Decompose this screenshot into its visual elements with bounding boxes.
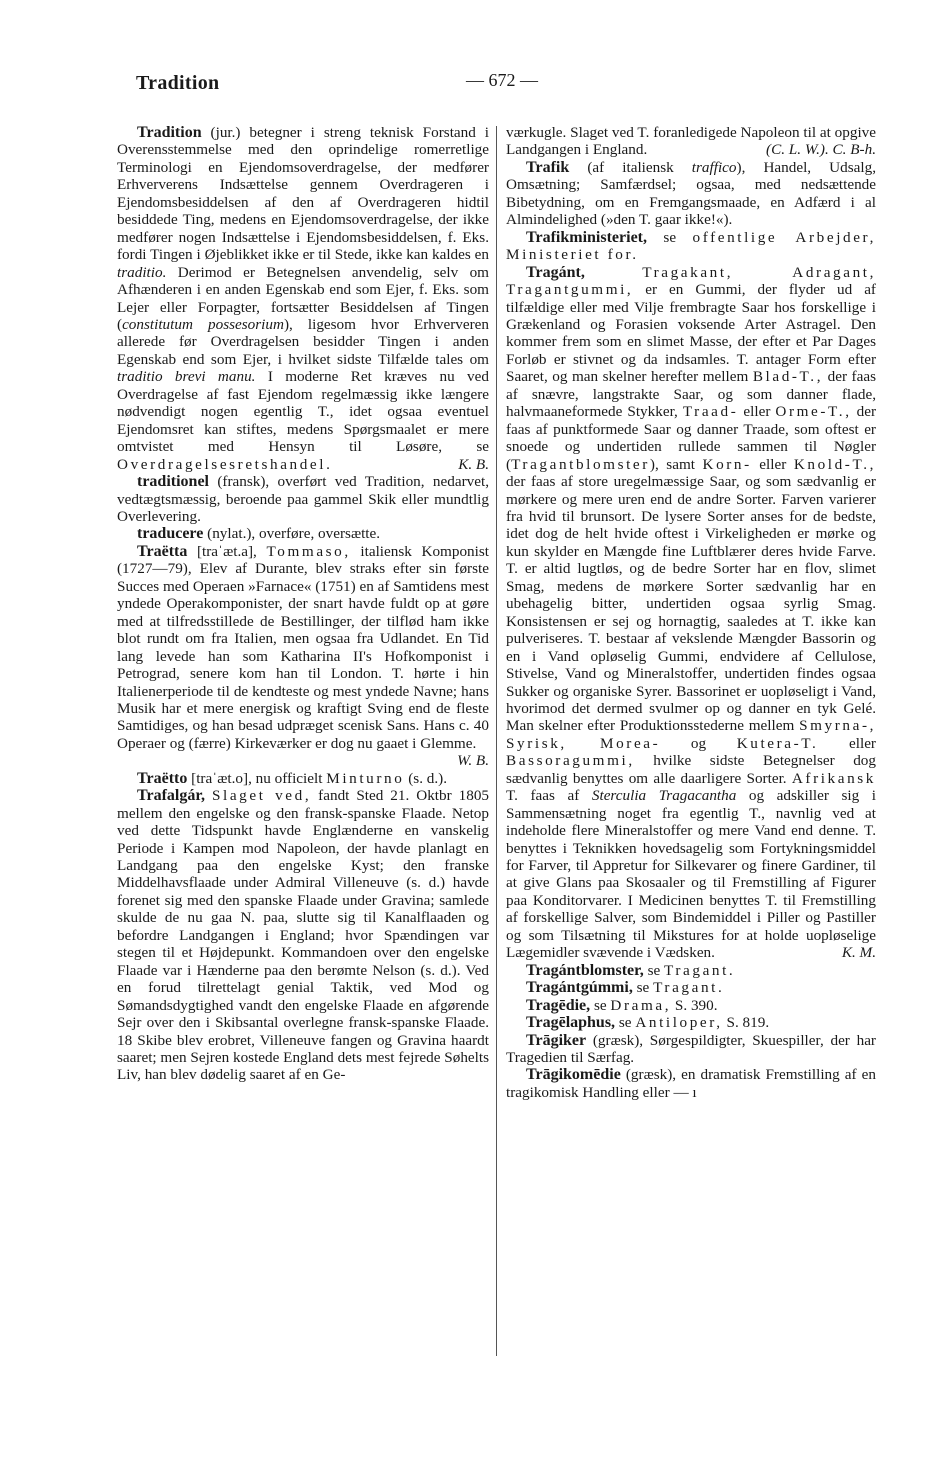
entry-tragedie: Tragēdie, se Drama, S. 390. (526, 996, 718, 1014)
entry-tragant: Tragánt, Tragakant, Adragant, Tragantgummi, er en Gummi, der flyder ud af tilfældige eller med Vilje frembragte Saar hos forskellige i Grækenland og Forasien voksende Arter Astragel. Den kommer frem som en slimet Masse, der efter et Par Dages Forløb er stivnet og da indsamles. T. antager Form efter Saaret, og man skelner herefter mellem Blad-T., der faas af snævre, langstrakte Saar, og som danner flade, halvmaaneformede Stykker, Traad- eller Orme-T., der faas af punktformede Saar og danner Traade, som oftest er snoede og undertiden rullede sammen til Nøgler (Tragantblomster), samt Korn- eller Knold-T., der faas af store uregelmæssige Saar, og som sædvanlig er mørkere og mere uren end de andre Sorter. Farven varierer fra hvid til brunsort. De lysere Sorter anses for de bedste, idet dog de helt hvide oftest i Virkeligheden er mørke og kun skylder en Mængde fine Luftblærer deres hvide Farve. T. er altid lugtløs, og de bedre Sorter har en flov, slimet Smag, medens de mørkere Sorter sædvanlig har en ubehagelig bitter, undertiden ogsaa syrlig Smag. Konsistensen er sej og hornagtig, saaledes at T. ikke kan pulveriseres. T. bestaar af vekslende Mængder Bassorin og en i Vand opløselig Gummi, endvidere af Cellulose, Stivelse, Vand og Mineralstoffer, undertiden findes ogsaa Sukker og organiske Syrer. Bassorinet er uopløseligt i Vand, hvorimod det dermed svulmer op og danner en tyk Gelé. Man skelner efter Produktionsstederne mellem Smyrna-, Syrisk, Morea- og Kutera-T. eller Bassoragummi, hvilke sidste Betegnelser dog sædvanlig benyttes om alle daarligere Sorter. Afrikansk T. faas af Sterculia Tragacantha og adskiller sig i Sammensætning noget fra egentlig T., navnlig ved at indeholde flere Mineralstoffer og mere Vand end denne. T. benyttes i Teknikken hovedsagelig som Fortykningsmiddel for Farver, til Appretur for Silkevarer og finere Gardiner, til at give Glans paa Skosaaler og til Fremstilling af Figurer paa Konditorvarer. I Medicinen benyttes T. til Fremstilling af forskellige Salver, som Bindemiddel i Piller og Pastiller og som Tilsætning til Mikstures for at holde uopløselige Lægemidler svævende i Vædsken. K. M. (506, 263, 876, 962)
cross-reference: Minturno (326, 769, 405, 787)
headword: Trāgikomēdie (526, 1066, 621, 1084)
entry-traetto: Traëtto [traˈæt.o], nu officielt Minturno (s. d.). (137, 769, 448, 787)
headword: Trafalgár, (137, 787, 205, 805)
headword: Tragēlaphus, (526, 1014, 616, 1032)
headword: traducere (137, 525, 204, 543)
author-signature: W. B. (457, 752, 489, 770)
entry-trafik: Trafik (af italiensk traffico), Handel, Udsalg, Omsætning; Samfærdsel; ogsaa, med nedsættende Bibetydning, om en Fremgangsmaade, en Adfærd i al Almindelighed (»den T. gaar ikke!«). (506, 158, 876, 229)
headword: Trāgiker (526, 1031, 587, 1049)
headword: Trafikministeriet, (526, 228, 648, 246)
entry-tragikomedie: Trāgikomēdie (græsk), en dramatisk Fremstilling af en tragikomisk Handling eller — ı (506, 1066, 876, 1101)
running-title: Tradition (136, 72, 220, 94)
entry-traducere: traducere (nylat.), overføre, oversætte. (137, 525, 381, 543)
entry-tradition: Tradition (jur.) betegner i streng teknisk Forstand i Overensstemmelse med den oprindelige romerretlige Terminologi en Ejendomsoverdragelse, der medfører Erhververens Indsættelse gennem Overdrageren i Ejendomsbesiddelsen af den af Overdrageren hidtil besiddede Ting, medens en Ejendomsoverdragelse, der ikke medfører nogen Indsættelse i Ejendomsbesiddelsen, f. Eks. fordi Tingen i Øjeblikket ikke er til Stede, ikke kan kaldes en traditio. Derimod er Betegnelsen anvendelig, selv om Afhænderen i en anden Egenskab end som Ejer, f. Eks. som Lejer eller Forpagter, fortsætter Besiddelsen af Tingen (constitutum possesorium), ligesom hvor Erhververen allerede før Overdragelsen besidder Tingen i anden Egenskab end som Ejer, i hvilket sidste Tilfælde tales om traditio brevi manu. I moderne Ret kræves nu ved Overdragelse af fast Ejendom regelmæssig ikke længere nødvendigt nogen egentlig T., idet ogsaa eventuel Ejendomsret kan stiftes, medens Spørgsmaalet er mere omtvistet med Hensyn til Løsøre, se Overdragelsesretshandel. K. B. (117, 124, 489, 473)
entry-traditionel: traditionel (fransk), overført ved Tradition, nedarvet, vedtægtsmæssig, beroende paa gammel Skik eller mundtlig Overlevering. (117, 473, 489, 525)
headword: Traëtto (137, 769, 188, 787)
entry-tragantgummi: Tragántgúmmi, se Tragant. (526, 979, 725, 997)
author-signature: K. B. (458, 455, 489, 473)
entry-trafikministeriet: Trafikministeriet, se offentlige Arbejder, Ministeriet for. (506, 228, 876, 264)
cross-reference: Antiloper, (635, 1014, 723, 1032)
headword: Tragántblomster, (526, 961, 644, 979)
column-divider (496, 126, 497, 1356)
entry-tragiker: Trāgiker (græsk), Sørgespildigter, Skuespiller, der har Tragedien til Særfag. (506, 1031, 876, 1067)
right-column (506, 124, 876, 1101)
cross-reference: Tragant. (664, 961, 736, 979)
cross-reference: Overdragelsesretshandel. (117, 455, 333, 473)
entry-trafalgar: Trafalgár, Slaget ved, fandt Sted 21. Oktbr 1805 mellem den engelske og den fransk-spanske Flaade. Netop ved dette Tidspunkt havde Englænderne en vanskelig Periode i Kampen mod Napoleon, der havde planlagt en Landgang paa den engelske Kyst; den franske Middelhavsflaade under Admiral Villeneuve (s. d.) havde forenet sig med den spanske Flaade under Gravina; samlede skulde de nu gaa N. paa, slutte sig til Kanalflaaden og befordre Landgangen i England; hvor Spændingen var stegen til et Højdepunkt. Kommandoen over den engelske Flaade var i Hænderne paa den berømte Nelson (s. d.). Ved en forud tilrettelagt genial Taktik, ved Mod og Sømandsdygtighed vandt den engelske Flaade en afgørende Sejr over den i Skibsantal overlegne fransk-spanske Flaade. 18 Skibe blev erobret, Villeneuve fangen og Gravina haardt saaret; men Sejren kostede England dets mest fejrede Søhelts Liv, han blev dødelig saaret af en Ge- (117, 787, 490, 1084)
headword: traditionel (137, 473, 209, 491)
headword: Tragánt, (526, 263, 585, 281)
page-number: — 672 — (466, 70, 538, 90)
left-column (117, 124, 489, 1084)
headword: Traëtta (137, 542, 188, 560)
headword: Tragēdie, (526, 996, 591, 1014)
cross-reference: Drama, (610, 996, 672, 1014)
cross-reference: Tragant. (653, 979, 725, 997)
headword: Tradition (137, 124, 202, 141)
headword: Tragántgúmmi, (526, 979, 633, 997)
page-header (132, 68, 884, 102)
entry-traetta: Traëtta [traˈæt.a], Tommaso, italiensk Komponist (1727—79), Elev af Durante, blev straks efter sin første Succes med Operaen »Farnace« (1751) en af Samtidens mest yndede Operakomponister, der snart havde fuldt op at gøre med at tilfredsstillede de Bestillinger, der tilflød ham ikke blot rundt om fra Italien, men ogsaa fra Udlandet. En Tid lang levede han som Katharina II's Hofkomponist i Petrograd, senere kom han til London. T. hørte i hin Italienerperiode til de kendteste og mest yndede Navne; hans Musik har et mere energisk og kraftigt Sving end de fleste Samtidiges, og han besad udpræget scenisk Sans. Hans c. 40 Operaer og (færre) Kirkeværker er dog nu gaaet i Glemme. W. B. (117, 542, 489, 770)
entry-tragelaphus: Tragēlaphus, se Antiloper, S. 819. (526, 1014, 770, 1032)
headword: Trafik (526, 158, 570, 176)
cross-reference: offentlige Arbejder, Ministeriet for. (506, 228, 876, 264)
author-signature: (C. L. W.). C. B-h. (766, 141, 876, 159)
author-signature: K. M. (841, 944, 876, 962)
entry-trafalgar-continued: værkugle. Slaget ved T. foranledigede Napoleon til at opgive Landgangen i England. (C. L. W.). C. B-h. (506, 124, 876, 159)
entry-tragantblomster: Tragántblomster, se Tragant. (526, 961, 736, 979)
